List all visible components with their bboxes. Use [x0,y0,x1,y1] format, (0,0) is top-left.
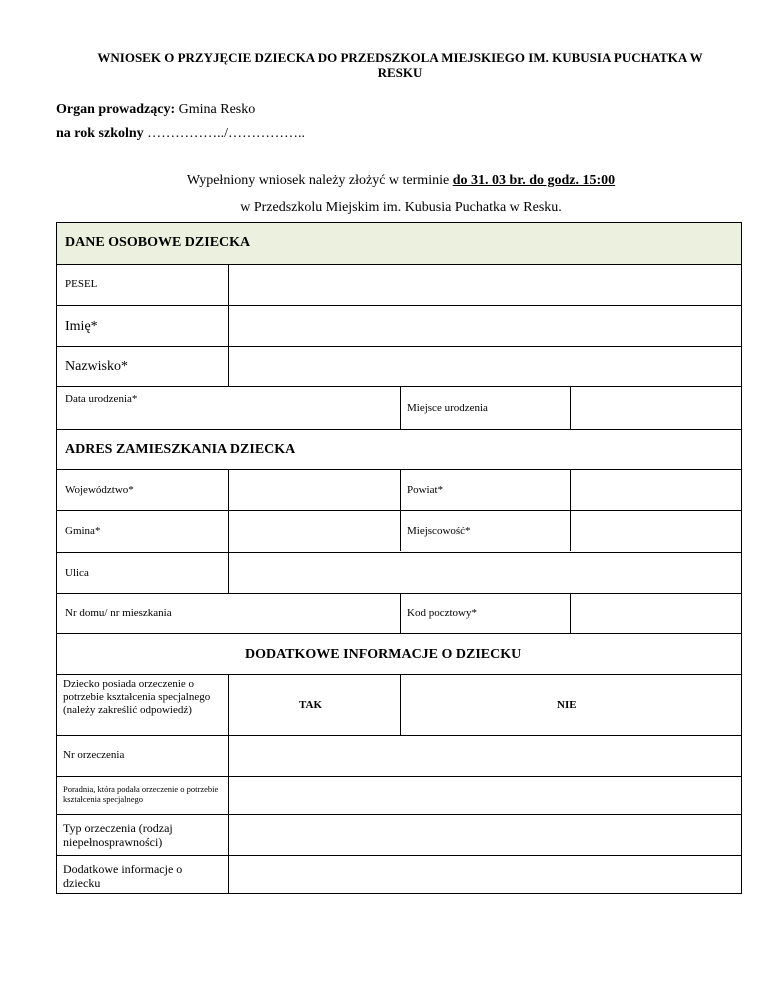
first-name-label: Imię* [65,319,98,334]
section-additional-header: DODATKOWE INFORMACJE O DZIECKU [245,647,522,662]
school-year-label: na rok szkolny [56,126,144,141]
organ-value: Gmina Resko [175,102,256,117]
commune-label: Gmina* [65,525,101,537]
birth-place-label: Miejsce urodzenia [407,402,488,414]
commune-field[interactable] [229,511,400,552]
instruction-location: w Przedszkolu Miejskim im. Kubusia Puchatka w Resku. [240,200,562,215]
additional-info-field[interactable] [229,856,741,893]
pesel-field[interactable] [229,265,741,305]
certificate-number-field[interactable] [229,736,741,776]
birth-date-label: Data urodzenia* [65,393,138,405]
special-needs-question: Dziecko posiada orzeczenie o potrzebie kształcenia specjalnego [63,678,211,703]
house-number-field[interactable] [229,594,400,633]
instruction-line [56,173,746,189]
document-title: WNIOSEK O PRZYJĘCIE DZIECKA DO PRZEDSZKOLA MIEJSKIEGO IM. KUBUSIA PUCHATKA W RESKU [97,50,703,80]
locality-field[interactable] [571,511,741,552]
last-name-field[interactable] [229,347,741,386]
last-name-label: Nazwisko* [65,359,128,374]
section-personal-header: DANE OSOBOWE DZIECKA [65,235,251,250]
special-needs-note: (należy zakreślić odpowiedź) [63,704,192,716]
birth-place-field[interactable] [571,387,741,429]
school-year-value: ……………../…………….. [143,126,306,141]
additional-info-label: Dodatkowe informacje o dziecku [63,862,183,890]
county-label: Powiat* [407,484,444,496]
option-no[interactable] [401,675,741,735]
section-address-header: ADRES ZAMIESZKANIA DZIECKA [65,442,296,457]
instruction-prefix: Wypełniony wniosek należy złożyć w terminie [186,173,453,188]
postal-code-field[interactable] [571,594,741,633]
street-field[interactable] [229,553,741,593]
organ-line [56,102,255,118]
special-needs-label [63,678,227,717]
house-number-label: Nr domu/ nr mieszkania [65,607,172,619]
certificate-type-field[interactable] [229,815,741,855]
option-no-label: NIE [557,699,577,711]
pesel-label: PESEL [65,278,98,290]
voivodeship-field[interactable] [229,470,400,510]
locality-label: Miejscowość* [407,525,471,537]
clinic-field[interactable] [229,777,741,814]
option-yes[interactable] [229,675,400,735]
clinic-label: Poradnia, która podała orzeczenie o potrzebie kształcenia specjalnego [63,784,219,804]
application-form [56,222,742,894]
county-field[interactable] [571,470,741,510]
certificate-type-label: Typ orzeczenia (rodzaj niepełnosprawności) [63,821,173,849]
organ-label: Organ prowadzący: [56,102,176,117]
deadline: do 31. 03 br. do godz. 15:00 [452,173,616,188]
voivodeship-label: Województwo* [65,484,134,496]
street-label: Ulica [65,567,89,579]
birth-date-field[interactable] [229,387,400,429]
certificate-number-label: Nr orzeczenia [63,749,125,761]
postal-code-label: Kod pocztowy* [407,607,477,619]
option-yes-label: TAK [299,699,323,711]
first-name-field[interactable] [229,306,741,346]
school-year-line [56,126,305,142]
